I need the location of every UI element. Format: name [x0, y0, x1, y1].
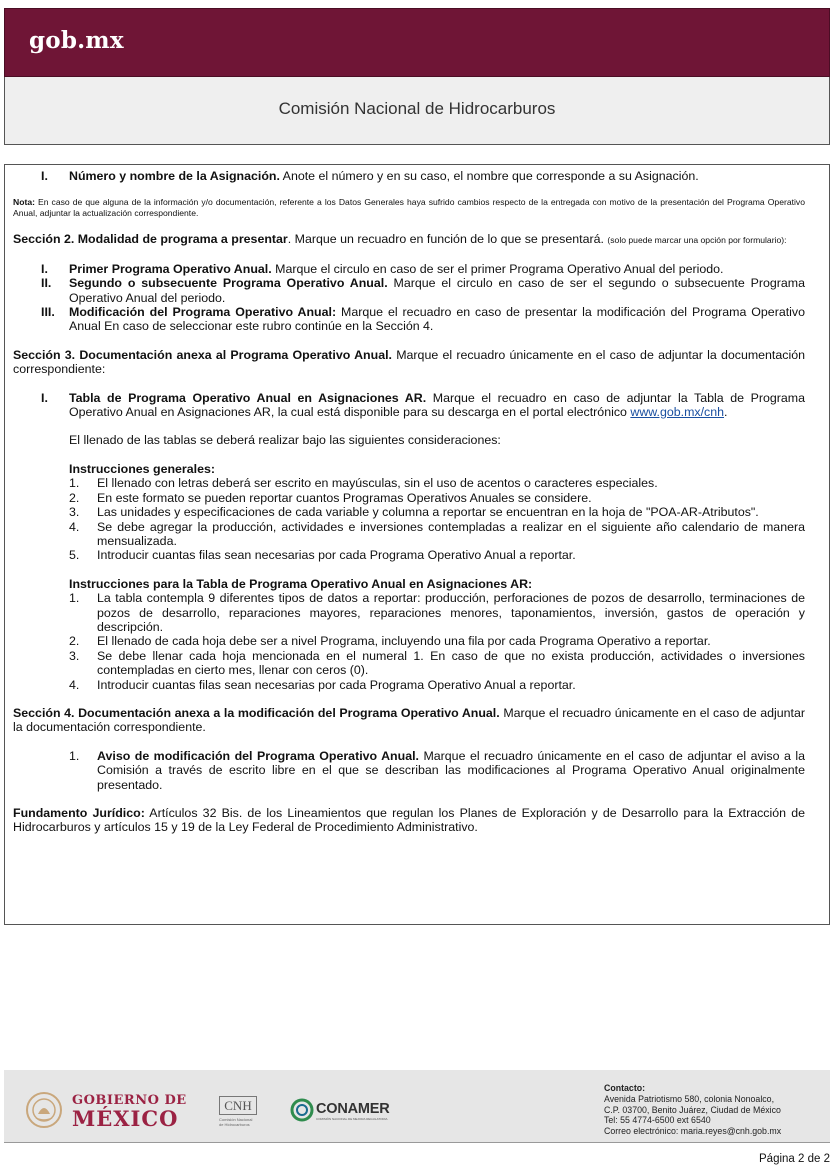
item-title: Tabla de Programa Operativo Anual en Asignaciones AR. — [69, 390, 427, 405]
considerations-text: El llenado de las tablas se deberá realizar bajo las siguientes consideraciones: — [69, 433, 501, 448]
list-number: 3. — [69, 505, 80, 520]
item-title: Segundo o subsecuente Programa Operativo Anual. — [69, 276, 388, 291]
section-3-title: Sección 3. Documentación anexa al Programa Operativo Anual. — [13, 347, 392, 362]
conamer-logo-text: CONAMER — [316, 1101, 390, 1117]
item-title: Número y nombre de la Asignación. — [69, 169, 280, 183]
item-text: Marque el recuadro únicamente en el caso de adjuntar el aviso a la Comisión a través de escrito libre en el que se describan las modificaciones al Programa Operativo Anual originalmente presentado. — [97, 748, 805, 792]
contact-block — [604, 1083, 781, 1137]
table-instructions-title — [13, 577, 805, 591]
agency-name: Comisión Nacional de Hidrocarburos — [278, 99, 556, 118]
item-text-end: . — [724, 405, 728, 420]
item-title: Aviso de modificación del Programa Operativo Anual. — [97, 748, 419, 763]
nota — [13, 197, 805, 218]
nota-text: En caso de que alguna de la información y/o documentación, referente a los Datos Generales haya sufrido cambios respecto de la entregada con motivo de la presentación del Programa Operativo Anual, adjuntar la actualización correspondiente. — [13, 197, 805, 218]
list-item — [13, 678, 805, 692]
item-number: I. — [41, 261, 48, 276]
list-text: El llenado de cada hoja debe ser a nivel Programa, incluyendo una fila por cada Programa Operativo a reportar. — [97, 634, 711, 649]
item-number: I. — [41, 169, 48, 183]
item-number: II. — [41, 276, 52, 291]
section-4-text: Marque el recuadro únicamente en el caso de adjuntar la documentación correspondiente. — [13, 705, 806, 735]
section-2-title: Sección 2. Modalidad de programa a presentar — [13, 232, 288, 247]
conamer-logo-subtitle: COMISIÓN NACIONAL DE MEJORA REGULATORIA — [316, 1117, 388, 1121]
list-number: 2. — [69, 634, 80, 649]
cnh-portal-link[interactable]: www.gob.mx/cnh — [630, 405, 725, 420]
table-instructions-label: Instrucciones para la Tabla de Programa Operativo Anual en Asignaciones AR: — [69, 576, 533, 591]
item-text: Marque el recuadro en caso de presentar la modificación del Programa Operativo Anual En caso de seleccionar este rubro continúe en la Sección 4. — [69, 305, 805, 334]
list-number: 3. — [69, 648, 80, 663]
footer — [4, 1070, 830, 1143]
gob-mx-logo[interactable]: gob.mx — [29, 27, 124, 54]
item-title: Primer Programa Operativo Anual. — [69, 261, 272, 276]
list-text: Se debe llenar cada hoja mencionada en el numeral 1. En caso de que no exista producción, actividades o inversiones contempladas en cierto mes, llenar con ceros (0). — [97, 648, 805, 678]
list-text: En este formato se pueden reportar cuantos Programas Operativos Anuales se considere. — [97, 490, 592, 505]
list-item — [13, 520, 805, 549]
contact-address-2: C.P. 03700, Benito Juárez, Ciudad de México — [604, 1104, 781, 1115]
fundamento-title: Fundamento Jurídico: — [13, 806, 145, 820]
list-number: 1. — [69, 476, 80, 491]
section-3-heading — [13, 348, 805, 377]
item-text: Marque el recuadro en caso de adjuntar la Tabla de Programa Operativo Anual en Asignaciones AR, la cual está disponible para su descarga en el portal electrónico — [69, 390, 805, 420]
list-text: Introducir cuantas filas sean necesarias por cada Programa Operativo Anual a reportar. — [97, 677, 576, 692]
section-3-text: Marque el recuadro únicamente en el caso de adjuntar la documentación correspondiente: — [13, 347, 805, 377]
mexico-coat-of-arms-icon — [24, 1090, 64, 1130]
section-3-item — [13, 391, 805, 420]
contact-address-1: Avenida Patriotismo 580, colonia Nonoalco, — [604, 1093, 775, 1104]
section-4-heading — [13, 706, 805, 735]
cnh-logo-subtitle: Comisión Nacional de Hidrocarburos — [219, 1117, 253, 1127]
item-text: Marque el circulo en caso de ser el primer Programa Operativo Anual del periodo. — [271, 261, 724, 276]
list-item — [13, 634, 805, 648]
list-text: Se debe agregar la producción, actividades e inversiones contempladas a realizar en el siguiente año calendario de manera mensualizada. — [97, 519, 805, 548]
item-text: Anote el número y en su caso, el nombre que corresponde a su Asignación. — [279, 169, 699, 183]
conamer-emblem-icon — [290, 1098, 314, 1122]
section-4-title: Sección 4. Documentación anexa a la modificación del Programa Operativo Anual. — [13, 705, 500, 720]
fundamento-text: Artículos 32 Bis. de los Lineamientos que regulan los Planes de Exploración y de Desarrollo para la Extracción de Hidrocarburos y artículos 15 y 19 de la Ley Federal de Procedimiento Administrativo. — [13, 806, 805, 835]
cnh-logo — [219, 1096, 257, 1127]
nota-label: Nota: — [13, 197, 35, 208]
cnh-logo-text: CNH — [219, 1096, 257, 1115]
section-2-note: (solo puede marcar una opción por formulario): — [607, 235, 787, 246]
contact-email[interactable]: Correo electrónico: maria.reyes@cnh.gob.mx — [604, 1126, 782, 1137]
gob-line-1: GOBIERNO DE — [72, 1093, 187, 1108]
gobierno-de-mexico-logo — [72, 1092, 187, 1131]
conamer-logo — [290, 1098, 390, 1124]
list-item — [13, 476, 805, 490]
list-text: Introducir cuantas filas sean necesarias por cada Programa Operativo Anual a reportar. — [97, 548, 576, 563]
general-instructions-title — [13, 462, 805, 476]
list-item — [13, 505, 805, 519]
list-number: 4. — [69, 519, 80, 534]
item-number: I. — [41, 390, 48, 405]
list-number: 4. — [69, 677, 80, 692]
list-number: 1. — [69, 591, 80, 606]
general-instructions-label: Instrucciones generales: — [69, 461, 215, 476]
section-2-item — [13, 276, 805, 305]
header-bar — [4, 8, 830, 77]
item-title: Modificación del Programa Operativo Anual: — [69, 305, 337, 320]
list-text: La tabla contempla 9 diferentes tipos de datos a reportar: producción, perforaciones de pozos de desarrollo, terminaciones de pozos de desarrollo, reparaciones mayores, reparaciones menores, taponamientos, inversión, gastos de operación y descripción. — [97, 591, 805, 634]
list-text: Las unidades y especificaciones de cada variable y columna a reportar se encuentran en la hoja de "POA-AR-Atributos". — [97, 505, 759, 520]
section-2-item — [13, 305, 805, 334]
contact-phone: Tel: 55 4774-6500 ext 6540 — [604, 1115, 711, 1126]
item-asignacion — [13, 169, 805, 183]
agency-bar — [4, 77, 830, 145]
section-2-text: . Marque un recuadro en función de lo que se presentará. — [287, 232, 608, 247]
item-text: Marque el circulo en caso de ser el segundo o subsecuente Programa Operativo Anual del periodo. — [69, 276, 805, 305]
page-number: Página 2 de 2 — [759, 1153, 830, 1165]
list-item — [13, 591, 805, 634]
list-item — [13, 491, 805, 505]
section-2-heading — [13, 232, 805, 247]
list-item — [13, 649, 805, 678]
list-text: El llenado con letras deberá ser escrito en mayúsculas, sin el uso de acentos o caracteres especiales. — [97, 476, 658, 491]
gob-line-2: MÉXICO — [72, 1106, 179, 1131]
list-item — [13, 548, 805, 562]
list-number: 2. — [69, 490, 80, 505]
list-number: 5. — [69, 548, 80, 563]
section-2-item — [13, 262, 805, 276]
item-number: III. — [41, 305, 55, 320]
contact-title: Contacto: — [604, 1083, 646, 1093]
instructions-content — [4, 164, 830, 925]
section-4-item — [13, 749, 805, 792]
fundamento-juridico — [13, 806, 805, 835]
item-number: 1. — [69, 748, 80, 763]
